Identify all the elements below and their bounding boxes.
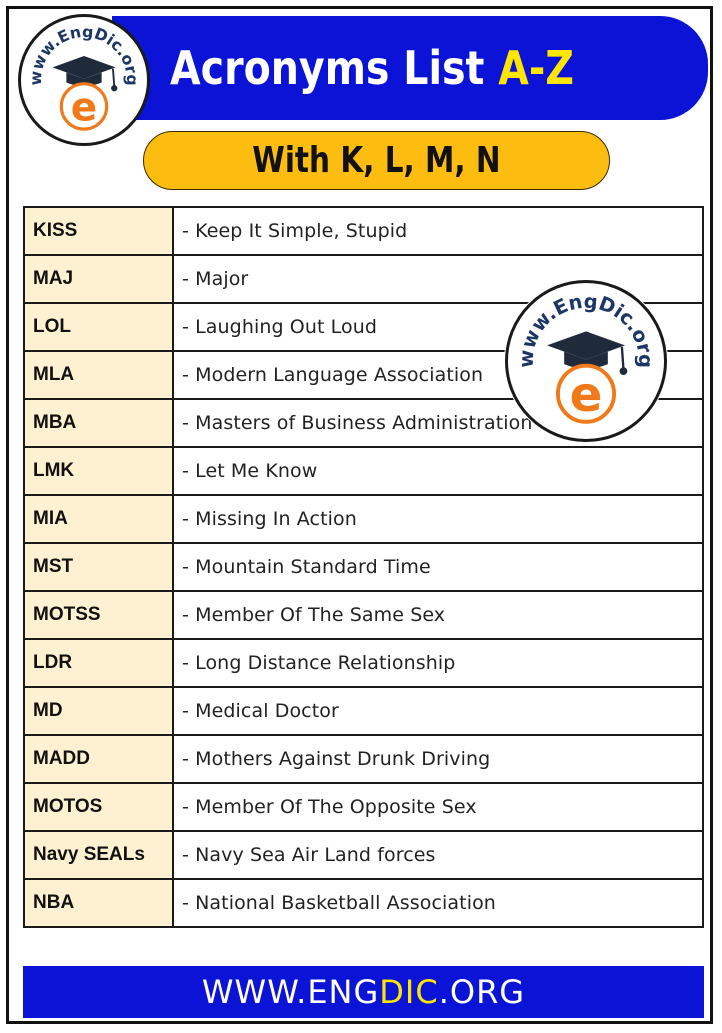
footer-url-prefix: WWW.ENG — [201, 973, 380, 1011]
title-banner — [112, 16, 708, 120]
logo-letter: e — [569, 366, 603, 423]
meaning-cell: - Mothers Against Drunk Driving — [173, 735, 703, 783]
acronym-cell: MOTOS — [24, 783, 173, 831]
acronym-cell: MOTSS — [24, 591, 173, 639]
acronym-cell: MIA — [24, 495, 173, 543]
meaning-cell: - Modern Language Association — [173, 351, 703, 399]
meaning-cell: - Member Of The Opposite Sex — [173, 783, 703, 831]
table-row — [24, 543, 703, 591]
table-row — [24, 447, 703, 495]
table-row — [24, 831, 703, 879]
meaning-cell: - Keep It Simple, Stupid — [173, 207, 703, 255]
table-row — [24, 495, 703, 543]
acronym-cell: MBA — [24, 399, 173, 447]
table-row — [24, 735, 703, 783]
table-row — [24, 591, 703, 639]
meaning-cell: - Masters of Business Administration — [173, 399, 703, 447]
page-title — [170, 41, 574, 95]
meaning-cell: - Missing In Action — [173, 495, 703, 543]
logo-letter: e — [70, 85, 98, 131]
acronym-cell: MAJ — [24, 255, 173, 303]
table-row — [24, 639, 703, 687]
acronym-cell: NBA — [24, 879, 173, 927]
title-accent: A-Z — [498, 41, 574, 95]
logo-text: www.EngDic.org — [514, 289, 658, 369]
meaning-cell: - Long Distance Relationship — [173, 639, 703, 687]
acronym-cell: KISS — [24, 207, 173, 255]
graduation-cap-icon — [508, 283, 664, 439]
table-row — [24, 783, 703, 831]
meaning-cell: - National Basketball Association — [173, 879, 703, 927]
acronym-cell: MADD — [24, 735, 173, 783]
acronym-cell: MD — [24, 687, 173, 735]
meaning-cell: - Major — [173, 255, 703, 303]
footer-url-accent: DIC — [379, 973, 439, 1011]
footer-url[interactable] — [202, 973, 525, 1011]
meaning-cell: - Member Of The Same Sex — [173, 591, 703, 639]
graduation-cap-icon — [21, 17, 147, 143]
acronym-cell: Navy SEALs — [24, 831, 173, 879]
meaning-cell: - Laughing Out Loud — [173, 303, 703, 351]
table-row — [24, 879, 703, 927]
subtitle-pill — [143, 131, 610, 190]
footer-banner — [23, 966, 704, 1018]
acronym-cell: MLA — [24, 351, 173, 399]
footer-url-suffix: .ORG — [438, 973, 526, 1011]
acronym-cell: LDR — [24, 639, 173, 687]
page-subtitle: With K, L, M, N — [252, 140, 501, 181]
acronym-cell: MST — [24, 543, 173, 591]
meaning-cell: - Mountain Standard Time — [173, 543, 703, 591]
table-row — [24, 207, 703, 255]
acronym-cell: LOL — [24, 303, 173, 351]
meaning-cell: - Navy Sea Air Land forces — [173, 831, 703, 879]
logo-text: www.EngDic.org — [25, 21, 142, 86]
site-logo — [18, 14, 150, 146]
acronym-cell: LMK — [24, 447, 173, 495]
meaning-cell: - Let Me Know — [173, 447, 703, 495]
watermark-logo — [505, 280, 667, 442]
title-main: Acronyms List — [170, 41, 499, 95]
table-row — [24, 687, 703, 735]
meaning-cell: - Medical Doctor — [173, 687, 703, 735]
